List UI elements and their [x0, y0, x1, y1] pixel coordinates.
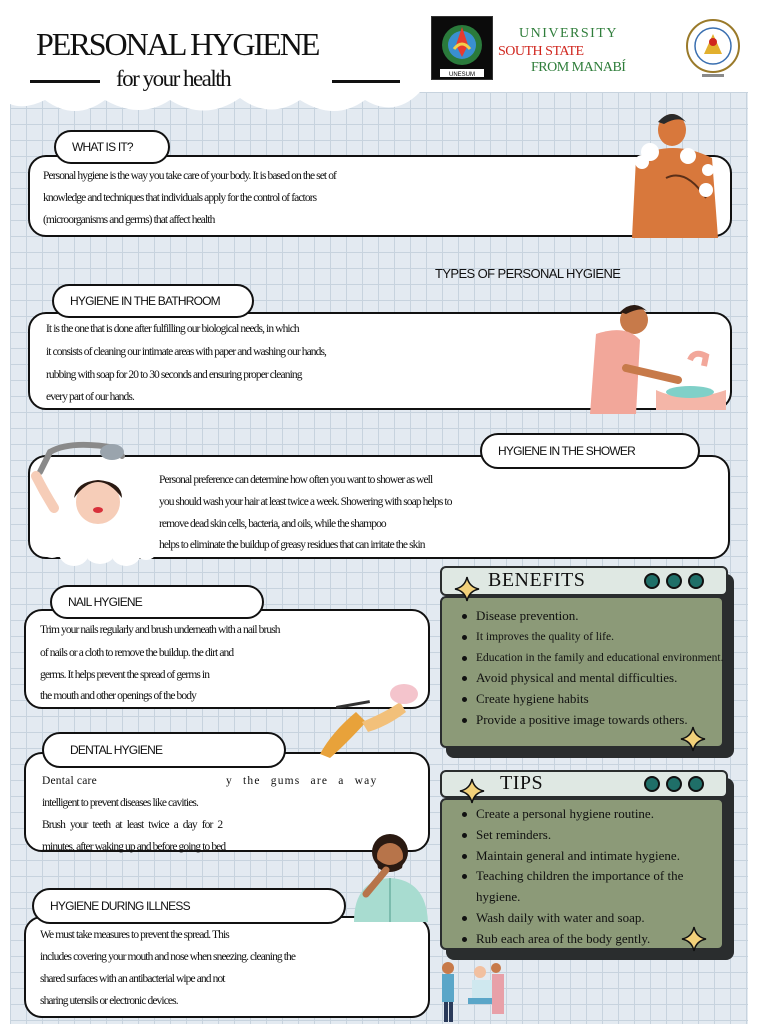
- university-logo-emblem: [432, 17, 492, 79]
- sparkle-icon: [680, 726, 706, 752]
- illness-label: HYGIENE DURING ILLNESS: [32, 888, 346, 924]
- nail-file-illustration: [316, 682, 420, 760]
- tip-item: Teaching children the importance of the hygiene.: [462, 866, 720, 908]
- nail-line4: the mouth and other openings of the body: [40, 690, 196, 702]
- what-is-it-line2: knowledge and techniques that individuals apply for the control of factors: [43, 192, 317, 204]
- what-is-it-label: WHAT IS IT?: [54, 130, 170, 164]
- illness-line4: sharing utensils or electronic devices.: [40, 995, 178, 1007]
- what-is-it-line3: (microorganisms and germs) that affect health: [43, 214, 215, 226]
- university-line1: UNIVERSITY: [519, 26, 618, 41]
- tip-item: Rub each area of the body gently.: [462, 929, 720, 950]
- benefits-title: BENEFITS: [488, 569, 586, 591]
- nail-label: NAIL HYGIENE: [50, 585, 264, 619]
- shower-line4: helps to eliminate the buildup of greasy residues that can irritate the skin: [159, 539, 425, 551]
- tips-dot-2: [666, 776, 682, 792]
- tips-dot-3: [688, 776, 704, 792]
- university-line2: SOUTH STATE: [498, 44, 584, 59]
- shower-line1: Personal preference can determine how often you want to shower as well: [159, 474, 433, 486]
- benefits-dot-3: [688, 573, 704, 589]
- nail-line2: of nails or a cloth to remove the buildup. the dirt and: [40, 647, 234, 659]
- tips-dot-1: [644, 776, 660, 792]
- illness-line1: We must take measures to prevent the spread. This: [40, 929, 229, 941]
- bathroom-line3: rubbing with soap for 20 to 30 seconds and ensuring proper cleaning: [46, 369, 302, 381]
- shower-label: HYGIENE IN THE SHOWER: [480, 433, 700, 469]
- dental-line2: intelligent to prevent diseases like cavities.: [42, 797, 198, 809]
- dental-line1-right: y the gums are a way: [226, 775, 378, 787]
- dental-line4: minutes, after waking up and before going to bed: [42, 841, 226, 853]
- dental-label: DENTAL HYGIENE: [42, 732, 286, 768]
- patient-care-illustration: [436, 958, 510, 1024]
- benefits-header: [440, 566, 728, 596]
- tip-item: Maintain general and intimate hygiene.: [462, 846, 720, 867]
- showering-woman-illustration: [30, 436, 162, 566]
- tip-item: Wash daily with water and soap.: [462, 908, 720, 929]
- types-heading: TYPES OF PERSONAL HYGIENE: [435, 266, 621, 281]
- bathroom-label: HYGIENE IN THE BATHROOM: [52, 284, 254, 318]
- page-subtitle: for your health: [116, 66, 231, 91]
- shower-line3: remove dead skin cells, bacteria, and oils, while the shampoo: [159, 518, 386, 530]
- toothbrushing-man-illustration: [346, 830, 436, 922]
- handwashing-illustration: [586, 300, 732, 414]
- nail-line3: germs. It helps prevent the spread of germs in: [40, 669, 210, 681]
- benefit-item: Education in the family and educational environment.: [462, 648, 768, 669]
- benefit-item: Disease prevention.: [462, 606, 768, 627]
- nail-line1: Trim your nails regularly and brush underneath with a nail brush: [40, 624, 280, 636]
- bathroom-line2: it consists of cleaning our intimate areas with paper and washing our hands,: [46, 346, 327, 358]
- benefits-dot-1: [644, 573, 660, 589]
- university-line3: FROM MANABÍ: [531, 60, 626, 75]
- showering-man-illustration: [626, 108, 726, 240]
- sparkle-icon: [454, 576, 480, 602]
- tip-item: Set reminders.: [462, 825, 720, 846]
- benefit-item: It improves the quality of life.: [462, 627, 768, 648]
- bathroom-line1: It is the one that is done after fulfilling our biological needs, in which: [46, 323, 299, 335]
- dental-line1-left: Dental care: [42, 775, 97, 787]
- bathroom-line4: every part of our hands.: [46, 391, 134, 403]
- sparkle-icon: [459, 778, 485, 804]
- tip-item: Create a personal hygiene routine.: [462, 804, 720, 825]
- title-rule-left: [30, 80, 100, 83]
- what-is-it-line1: Personal hygiene is the way you take care of your body. It is based on the set of: [43, 170, 336, 182]
- illness-card: [24, 916, 430, 1018]
- benefit-item: Create hygiene habits: [462, 689, 768, 710]
- illness-line3: shared surfaces with an antibacterial wipe and not: [40, 973, 225, 985]
- title-rule-right: [332, 80, 400, 83]
- logo-caption: UNESUM: [448, 72, 476, 78]
- dental-line3: Brush your teeth at least twice a day for 2: [42, 819, 223, 831]
- tips-title: TIPS: [500, 772, 544, 794]
- page-title: PERSONAL HYGIENE: [36, 26, 319, 62]
- benefits-list: [462, 606, 768, 731]
- benefit-item: Provide a positive image towards others.: [462, 710, 768, 731]
- illness-line2: includes covering your mouth and nose when sneezing. cleaning the: [40, 951, 296, 963]
- university-logo: [431, 16, 493, 80]
- benefits-dot-2: [666, 573, 682, 589]
- sparkle-icon: [681, 926, 707, 952]
- benefit-item: Avoid physical and mental difficulties.: [462, 668, 768, 689]
- shower-line2: you should wash your hair at least twice a week. Showering with soap helps to: [159, 496, 452, 508]
- university-seal: [684, 16, 742, 80]
